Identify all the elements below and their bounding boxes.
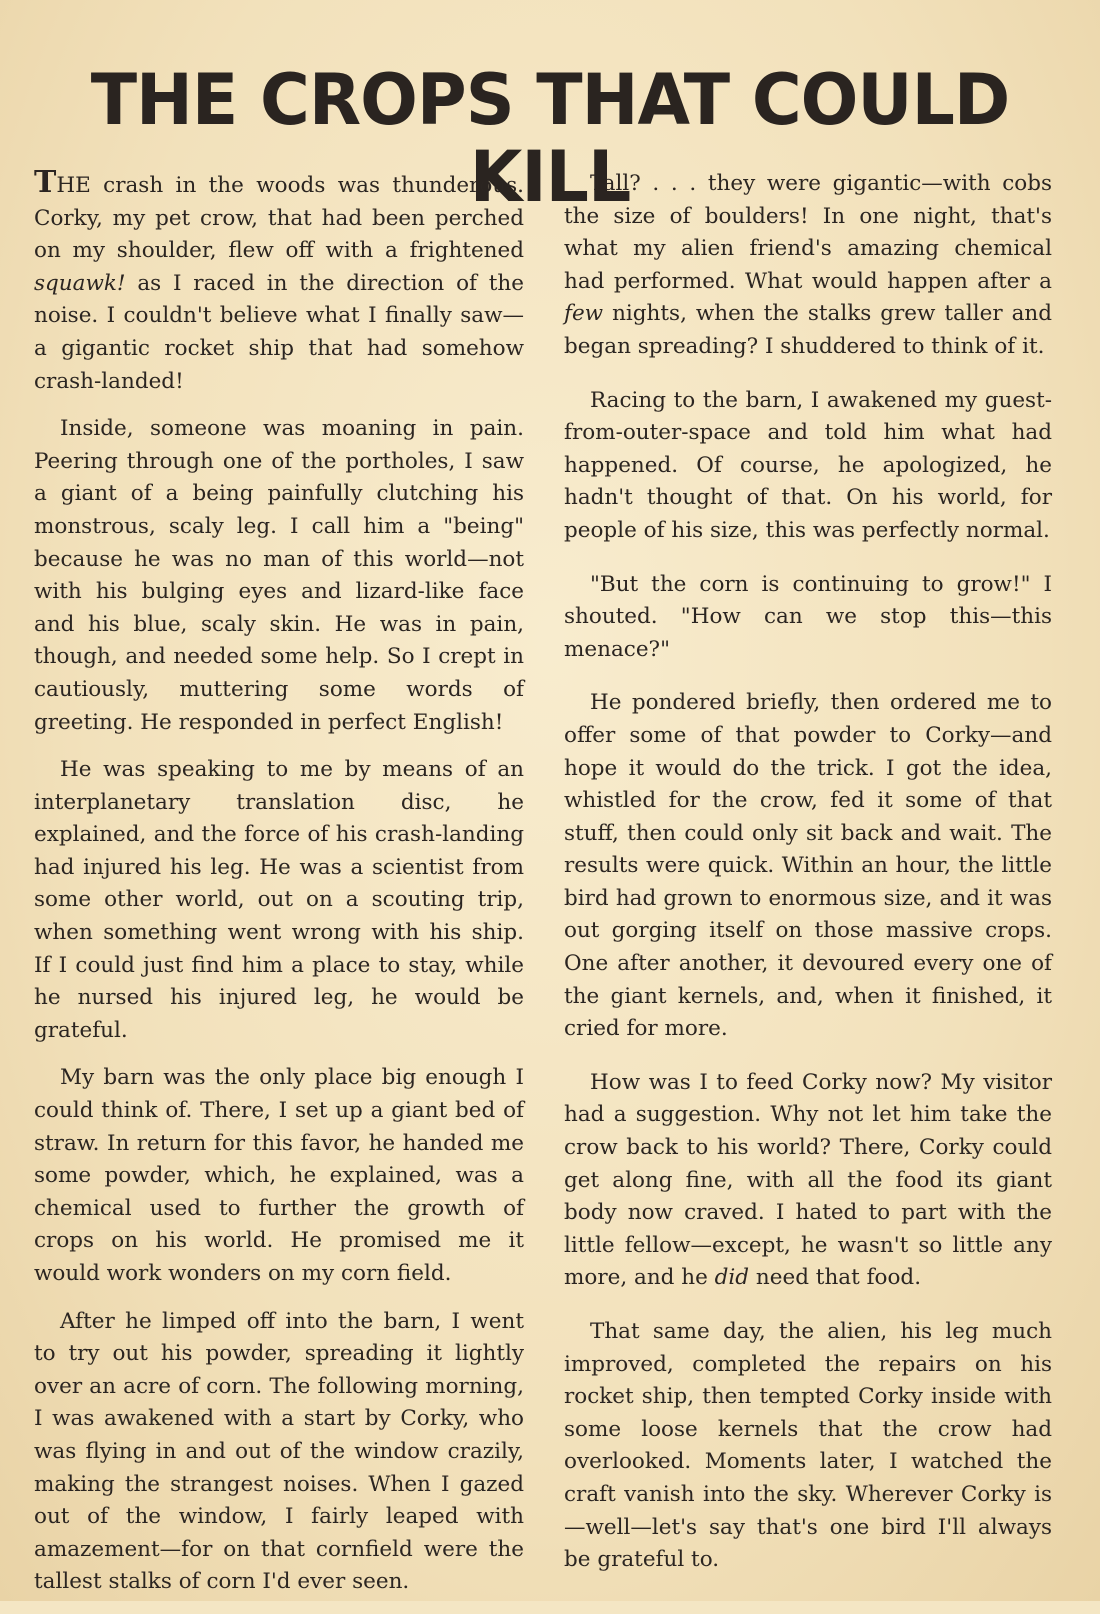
left-paragraph-2: Inside, someone was moaning in pain. Peering through one of the portholes, I saw a giant of a being painfully clutching his monstrous, scaly leg. I call him a "being" because he was no man of this world—not with his bulging eyes and lizard-like face and his blue, scaly skin. He was in pain, though, and needed some help. So I crept in cautiously, muttering some words of greeting. He responded in perfect English!	[34, 416, 524, 735]
left-paragraph-1	[34, 165, 524, 398]
left-paragraph-1-text-a: HE crash in the woods was thunderous. Corky, my pet crow, that had been perched on my shoulder, flew off with a frightened	[34, 173, 524, 264]
left-paragraph-3: He was speaking to me by means of an interplanetary translation disc, he explained, and the force of his crash-landing had injured his leg. He was a scientist from some other world, out on a scouting trip, when something went wrong with his ship. If I could just find him a place to stay, while he nursed his injured leg, he would be grateful.	[34, 757, 524, 1043]
drop-cap: T	[34, 165, 57, 200]
left-paragraph-1-italic: squawk!	[34, 270, 126, 296]
right-paragraph-5-text-a: How was I to feed Corky now? My visitor had a suggestion. Why not let him take the crow back to his world? There, Corky could get along fine, with all the food its giant body now craved. I hated to part with the little fellow—except, he wasn't so little any more, and he	[564, 1069, 1052, 1291]
left-paragraph-4: My barn was the only place big enough I could think of. There, I set up a giant bed of straw. In return for this favor, he handed me some powder, which, he explained, was a chemical used to further the growth of crops on his world. He promised me it would work wonders on my corn field.	[34, 1065, 524, 1286]
left-column	[34, 165, 524, 1614]
right-paragraph-5	[564, 1067, 1052, 1295]
right-paragraph-1-italic: few	[564, 301, 604, 327]
right-paragraph-1	[564, 168, 1052, 364]
left-paragraph-1-text-b: as I raced in the direction of the noise. I couldn't believe what I finally saw—a gigantic rocket ship that had somehow crash-landed!	[34, 270, 524, 394]
story-title: THE CROPS THAT COULD KILL	[90, 59, 1010, 218]
right-paragraph-1-text-a: Tall? . . . they were gigantic—with cobs the size of boulders! In one night, that's what my alien friend's amazing chemical had performed. What would happen after a	[564, 171, 1052, 294]
left-paragraph-5: After he limped off into the barn, I went to try out his powder, spreading it lightly over an acre of corn. The following morning, I was awakened with a start by Corky, who was flying in and out of the window crazily, making the strangest noises. When I gazed out of the window, I fairly leaped with amazement—for on that cornfield were the tallest stalks of corn I'd ever seen.	[34, 1308, 524, 1595]
right-paragraph-1-text-b: nights, when the stalks grew taller and began spreading? I shuddered to think of it.	[564, 301, 1052, 359]
right-paragraph-4: He pondered briefly, then ordered me to offer some of that powder to Corky—and hope it would do the trick. I got the idea, whistled for the crow, fed it some of that stuff, then could only sit back and wait. The results were quick. Within an hour, the little bird had grown to enormous size, and it was out gorging itself on those massive crops. One after another, it devoured every one of the giant kernels, and, when it finished, it cried for more.	[564, 690, 1052, 1042]
right-paragraph-2: Racing to the barn, I awakened my guest-from-outer-space and told him what had happened. Of course, he apologized, he hadn't thought of that. On his world, for people of his size, this was perfectly normal.	[564, 387, 1052, 543]
right-paragraph-5-italic: did	[714, 1265, 750, 1291]
right-paragraph-3: "But the corn is continuing to grow!" I shouted. "How can we stop this—this menace?"	[564, 571, 1052, 662]
right-paragraph-5-text-b: need that food.	[749, 1265, 922, 1291]
right-column	[564, 168, 1052, 1598]
right-paragraph-6: That same day, the alien, his leg much improved, completed the repairs on his rocket ship, then tempted Corky inside with some loose kernels that the crow had overlooked. Moments later, I watched the craft vanish into the sky. Wherever Corky is—well—let's say that's one bird I'll always be grateful to.	[564, 1319, 1052, 1573]
